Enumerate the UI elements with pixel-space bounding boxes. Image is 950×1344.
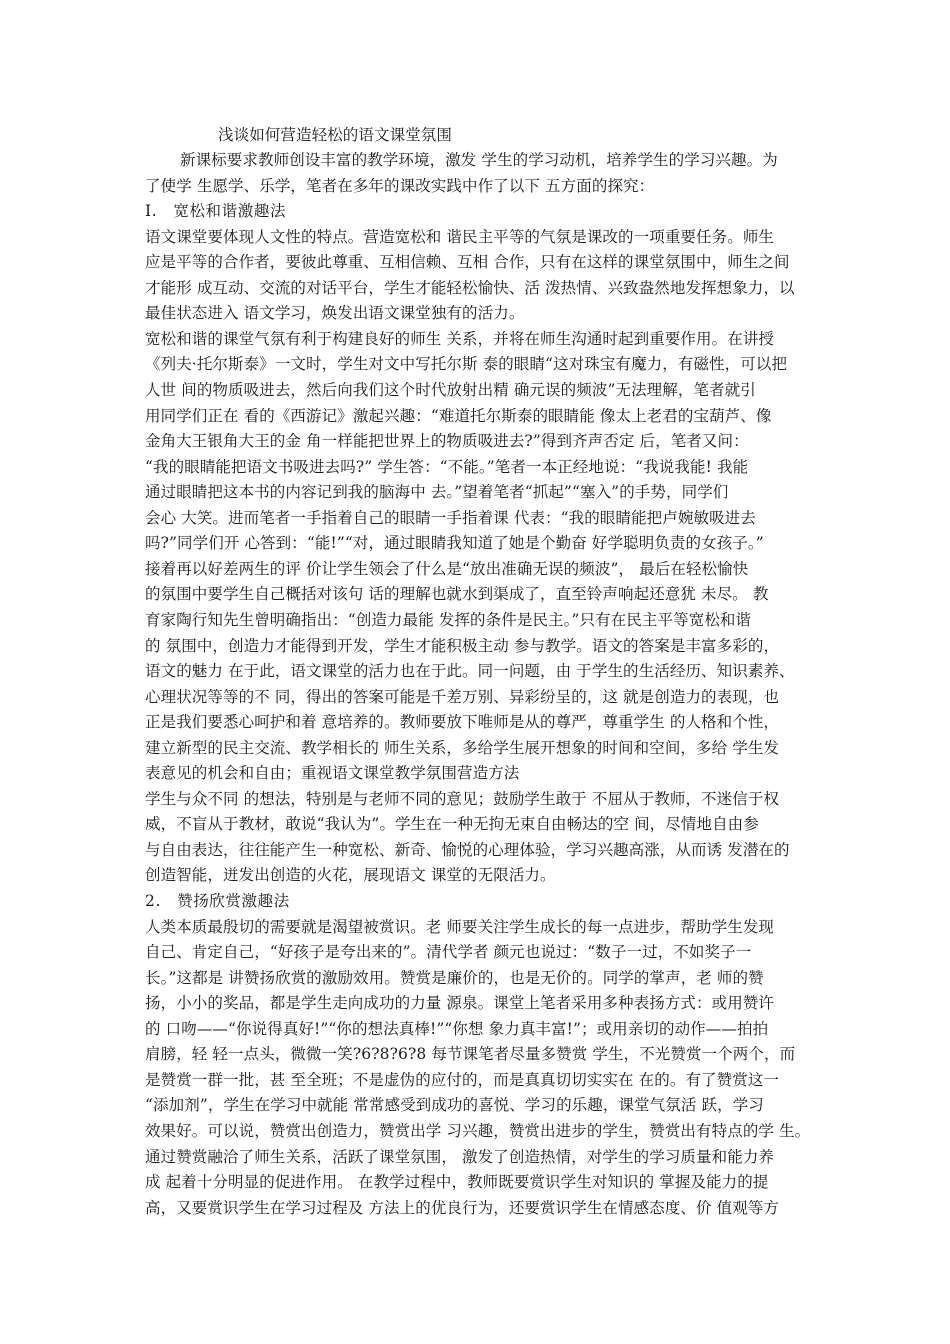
text-line: 接着再以好差两生的评 价让学生领会了什么是“放出准确无误的频波”， 最后在轻松愉快 bbox=[145, 559, 749, 578]
text-line: 吗?”同学们开 心答到：“能!”“对，通过眼睛我知道了她是个勤奋 好学聪明负责的女孩子。” bbox=[145, 534, 764, 553]
text-line: 建立新型的民主交流、教学相长的 师生关系，多给学生展开想象的时间和空间，多给 学生发 bbox=[145, 738, 780, 757]
text-line: 用同学们正在 看的《西游记》激起兴趣：“难道托尔斯泰的眼睛能 像太上老君的宝葫芦、像 bbox=[145, 406, 772, 425]
text-line: 高，又要赏识学生在学习过程及 方法上的优良行为，还要赏识学生在情感态度、价 值观等方 bbox=[145, 1198, 780, 1217]
text-line: 了使学 生愿学、乐学，笔者在多年的课改实践中作了以下 五方面的探究： bbox=[145, 176, 655, 195]
text-line: 学生与众不同 的想法，特别是与老师不同的意见；鼓励学生敢于 不屈从于教师，不迷信于权 bbox=[145, 789, 780, 808]
text-line: 的 口吻——“你说得真好!”“你的想法真棒!”“你想 象力真丰富!”；或用亲切的动作——拍拍 bbox=[145, 1019, 769, 1038]
text-line: 人世 间的物质吸进去，然后向我们这个时代放射出精 确元误的频波”无法理解，笔者就引 bbox=[145, 381, 756, 399]
text-line: 应是平等的合作者，要彼此尊重、互相信赖、互相 合作，只有在这样的课堂氛围中，师生之间 bbox=[145, 253, 790, 272]
text-line: 的 氛围中，创造力才能得到开发，学生才能积极主动 参与教学。语文的答案是丰富多彩的， bbox=[145, 636, 780, 655]
text-line: 通过眼睛把这本书的内容记到我的脑海中 去。”望着笔者“抓起”“塞入”的手势，同学们 bbox=[145, 483, 729, 502]
text-line: 金角大王银角大王的金 角一样能把世界上的物质吸进去?”得到齐声否定 后，笔者又问： bbox=[145, 432, 749, 451]
text-line: 新课标要求教师创设丰富的教学环境，激发 学生的学习动机，培养学生的学习兴趣。为 bbox=[180, 151, 778, 169]
section-heading: I. 宽松和谐激趣法 bbox=[145, 202, 287, 221]
text-line: 的氛围中要学生自己概括对该句 话的理解也就水到渠成了，直至铃声响起还意犹 未尽。 教 bbox=[145, 585, 769, 604]
text-line: 正是我们要悉心呵护和着 意培养的。教师要放下唯师是从的尊严，尊重学生 的人格和个性， bbox=[145, 713, 780, 732]
text-line: 成 起着十分明显的促进作用。 在教学过程中，教师既要赏识学生对知识的 掌握及能力的提 bbox=[145, 1173, 769, 1191]
text-line: 心理状况等等的不 同，得出的答案可能是千差万别、异彩纷呈的，这 就是创造力的表现，也 bbox=[145, 687, 780, 706]
text-line: 宽松和谐的课堂气氛有利于构建良好的师生 关系，并将在师生沟通时起到重要作用。在讲授 bbox=[145, 329, 775, 348]
text-line: 威，不盲从于教材，敢说“我认为”。学生在一种无拘无束自由畅达的空 间，尽情地自由参 bbox=[145, 815, 759, 834]
text-line: 会心 大笑。进而笔者一手指着自己的眼睛一手指着课 代表：“我的眼睛能把卢婉敏吸进去 bbox=[145, 508, 756, 527]
text-line: 语文课堂要体现人文性的特点。营造宽松和 谐民主平等的气氛是课改的一项重要任务。师生 bbox=[145, 227, 775, 246]
text-line: 扬，小小的奖品，都是学生走向成功的力量 源泉。课堂上笔者采用多种表扬方式：或用赞许 bbox=[145, 994, 775, 1013]
text-line: “我的眼睛能把语文书吸进去吗?” 学生答：“不能。”笔者一本正经地说：“我说我能! 我能 bbox=[145, 457, 749, 476]
text-line: 语文的魅力 在于此，语文课堂的活力也在于此。同一问题，由 于学生的生活经历、知识素养、 bbox=[145, 662, 795, 680]
text-line: 表意见的机会和自由；重视语文课堂教学氛围营造方法 bbox=[145, 764, 520, 783]
text-line: 才能形 成互动、交流的对话平台，学生才能轻松愉快、活 泼热情、兴致盎然地发挥想象力，以 bbox=[145, 278, 795, 297]
text-line: 效果好。可以说，赞赏出创造力，赞赏出学 习兴趣，赞赏出进步的学生，赞赏出有特点的学 生。 bbox=[145, 1121, 811, 1140]
section-heading: 2. 赞扬欣赏激趣法 bbox=[145, 892, 290, 910]
text-line: 长。”这都是 讲赞扬欣赏的激励效用。赞赏是廉价的，也是无价的。同学的掌声，老 师的赞 bbox=[145, 968, 764, 987]
text-line: 肩膀，轻 轻一点头，微微一笑?6?8?6?8 每节课笔者尽量多赞赏 学生，不光赞赏一个两个，而 bbox=[145, 1045, 796, 1064]
text-line: 通过赞赏融洽了师生关系，活跃了课堂氛围， 激发了创造热情，对学生的学习质量和能力养 bbox=[145, 1147, 775, 1166]
text-line: 创造智能，迸发出创造的火花，展现语文 课堂的无限活力。 bbox=[145, 866, 556, 885]
document-title: 浅谈如何营造轻松的语文课堂氛围 bbox=[218, 126, 453, 144]
text-line: 人类本质最殷切的需要就是渴望被赏识。老 师要关注学生成长的每一点进步，帮助学生发现 bbox=[145, 917, 775, 936]
text-line: 是赞赏一群一批，甚 至全班；不是虚伪的应付的，而是真真切切实实在 在的。有了赞赏这一 bbox=[145, 1070, 780, 1089]
text-line: 与自由表达，往往能产生一种宽松、新奇、愉悦的心理体验，学习兴趣高涨，从而诱 发潜在的 bbox=[145, 840, 790, 859]
text-line: 《列夫·托尔斯泰》一文时，学生对文中写托尔斯 泰的眼睛“这对珠宝有魔力，有磁性，可以把 bbox=[145, 355, 788, 374]
text-line: 育家陶行知先生曾明确指出：“创造力最能 发挥的条件是民主。”只有在民主平等宽松和谐 bbox=[145, 610, 752, 629]
text-line: 自己、肯定自己，“好孩子是夸出来的”。清代学者 颜元也说过：“数子一过，不如奖子一 bbox=[145, 943, 752, 962]
text-line: “添加剂”，学生在学习中就能 常常感受到成功的喜悦、学习的乐趣，课堂气氛活 跃，学习 bbox=[145, 1096, 764, 1115]
text-line: 最佳状态进入 语文学习，焕发出语文课堂独有的活力。 bbox=[145, 304, 525, 323]
